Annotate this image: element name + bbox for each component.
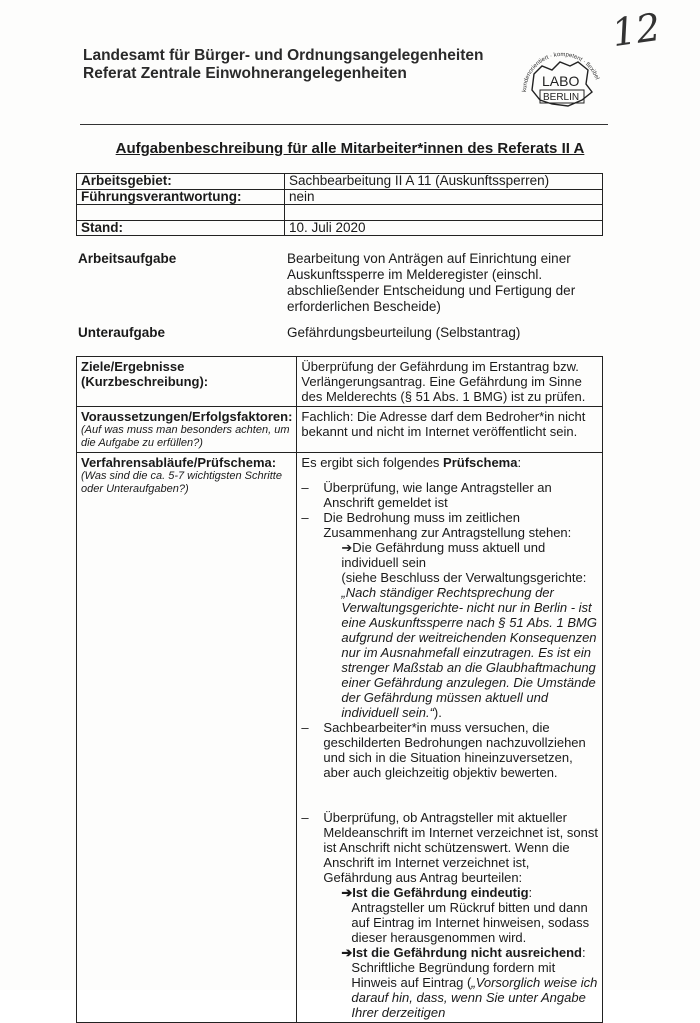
case-head: ➔Ist die Gefährdung nicht ausreichend (341, 945, 583, 960)
logo-berlin: BERLIN (543, 92, 580, 103)
list-item (301, 810, 598, 1020)
quote-start: (siehe Beschluss der Verwaltungsgerichte: (341, 570, 587, 585)
logo-labo: LABO (542, 73, 580, 89)
unteraufgabe-text: Gefährdungsbeurteilung (Selbstantrag) (287, 325, 521, 340)
labo-berlin-logo (512, 40, 608, 116)
table-row (77, 453, 603, 1023)
meta-value: nein (285, 189, 603, 205)
meta-value (285, 205, 603, 221)
case-one (323, 885, 598, 900)
item-text: Überprüfung, ob Antragsteller mit aktueller Meldeanschrift im Internet verzeichnet ist, sonst ist Anschrift nicht schützenswert. Wenn die Anschrift im Internet verzeichnet ist, Gefährdung aus Antrag beurteilen: (323, 810, 598, 885)
case-colon: : (582, 945, 586, 960)
meta-value: Sachbearbeitung II A 11 (Auskunftssperren) (285, 174, 603, 190)
case-text: Antragsteller um Rückruf bitten und dann auf Eintrag im Internet hinweisen, sodass dieser herausgenommen wird. (351, 900, 590, 945)
meta-row (77, 189, 603, 205)
department-name: Referat Zentrale Einwohnerangelegenheiten (83, 65, 407, 82)
meta-value: 10. Juli 2020 (285, 220, 603, 236)
check-list (301, 480, 598, 1020)
table-row (77, 407, 603, 453)
ziele-sublabel: (Kurzbeschreibung): (81, 374, 209, 389)
verfahren-label-cell (77, 453, 297, 1023)
case-two (323, 945, 598, 960)
arbeitsaufgabe-text: Bearbeitung von Anträgen auf Einrichtung einer Auskunftssperre im Melderegister (einschl. abschließender Entscheidung und Fertigung der erforderlichen Bescheide) (287, 251, 576, 314)
ziele-label: Ziele/Ergebnisse (81, 359, 185, 374)
task-table (76, 356, 603, 1023)
handwritten-page-number: 12 (609, 4, 664, 56)
arbeitsaufgabe-label: Arbeitsaufgabe (78, 251, 177, 266)
intro-bold: Prüfschema (443, 455, 518, 470)
meta-row (77, 174, 603, 190)
meta-key: Stand: (77, 220, 285, 236)
page-title: Aufgabenbeschreibung für alle Mitarbeiter*innen des Referats II A (115, 140, 585, 157)
quote-text: „Nach ständiger Rechtsprechung der Verwaltungsgerichte- nicht nur in Berlin - ist eine Auskunftssperre nach § 51 Abs. 1 BMG aufgrund der weitreichenden Konsequenzen nur im Ausnahmefall einzutragen. Es ist ein strenger Maßstab an die Glaubhaftmachung einer Gefährdung anzulegen. Die Umstände der Gefährdung müssen aktuell und individuell sein.“ (341, 585, 597, 720)
case-two-text (323, 960, 598, 1020)
voraussetzungen-label-cell (77, 407, 297, 453)
header-divider (80, 124, 608, 125)
ziele-label-cell (77, 357, 297, 407)
list-item (301, 480, 598, 510)
voraussetzungen-text: Fachlich: Die Adresse darf dem Bedroher*in nicht bekannt und nicht im Internet veröffentlicht sein. (297, 407, 603, 453)
meta-row (77, 205, 603, 221)
table-row (77, 357, 603, 407)
list-item (301, 510, 598, 720)
meta-key (77, 205, 285, 221)
list-item (301, 720, 598, 780)
meta-key: Führungsverantwortung: (77, 189, 285, 205)
verfahren-intro (301, 455, 598, 470)
quote-end: ). (433, 705, 442, 720)
quote-block (323, 570, 598, 720)
arrow-text: ➔Die Gefährdung muss aktuell und individuell sein (341, 540, 546, 570)
logo-ring-text: kundenorientiert · kompetent · flexibel (521, 51, 600, 93)
case-colon: : (528, 885, 533, 900)
meta-row (77, 220, 603, 236)
unteraufgabe-label: Unteraufgabe (78, 325, 166, 340)
voraussetzungen-hint: (Auf was muss man besonders achten, um die Aufgabe zu erfüllen?) (81, 424, 290, 449)
intro-text: Es ergibt sich folgendes (301, 455, 444, 470)
verfahren-label: Verfahrensabläufe/Prüfschema: (81, 455, 277, 470)
verfahren-content (297, 453, 603, 1023)
verfahren-hint: (Was sind die ca. 5-7 wichtigsten Schritte oder Unteraufgaben?) (81, 470, 282, 495)
case-text: Schriftliche Begründung fordern mit Hinweis auf Eintrag ( (351, 960, 556, 990)
item-text: Die Bedrohung muss im zeitlichen Zusammenhang zur Antragstellung stehen: (323, 510, 572, 540)
meta-key: Arbeitsgebiet: (77, 174, 285, 190)
intro-end: : (517, 455, 522, 470)
agency-header (83, 47, 483, 83)
meta-table (76, 173, 603, 236)
agency-name: Landesamt für Bürger- und Ordnungsangelegenheiten (83, 47, 484, 64)
case-quote: „Vorsorglich weise ich darauf hin, dass, wenn Sie unter Angabe Ihrer derzeitigen (351, 975, 598, 1020)
item-text: Sachbearbeiter*in muss versuchen, die geschilderten Bedrohungen nachzuvollziehen und sich in die Situation hineinzuversetzen, aber auch gleichzeitig objektiv bewerten. (323, 720, 586, 780)
voraussetzungen-label: Voraussetzungen/Erfolgsfaktoren: (81, 409, 293, 424)
ziele-text: Überprüfung der Gefährdung im Erstantrag bzw. Verlängerungsantrag. Eine Gefährdung im Sinne des Melderechts (§ 51 Abs. 1 BMG) ist zu prüfen. (297, 357, 603, 407)
case-head: ➔Ist die Gefährdung eindeutig (341, 885, 529, 900)
item-text: Überprüfung, wie lange Antragsteller an Anschrift gemeldet ist (323, 480, 552, 510)
